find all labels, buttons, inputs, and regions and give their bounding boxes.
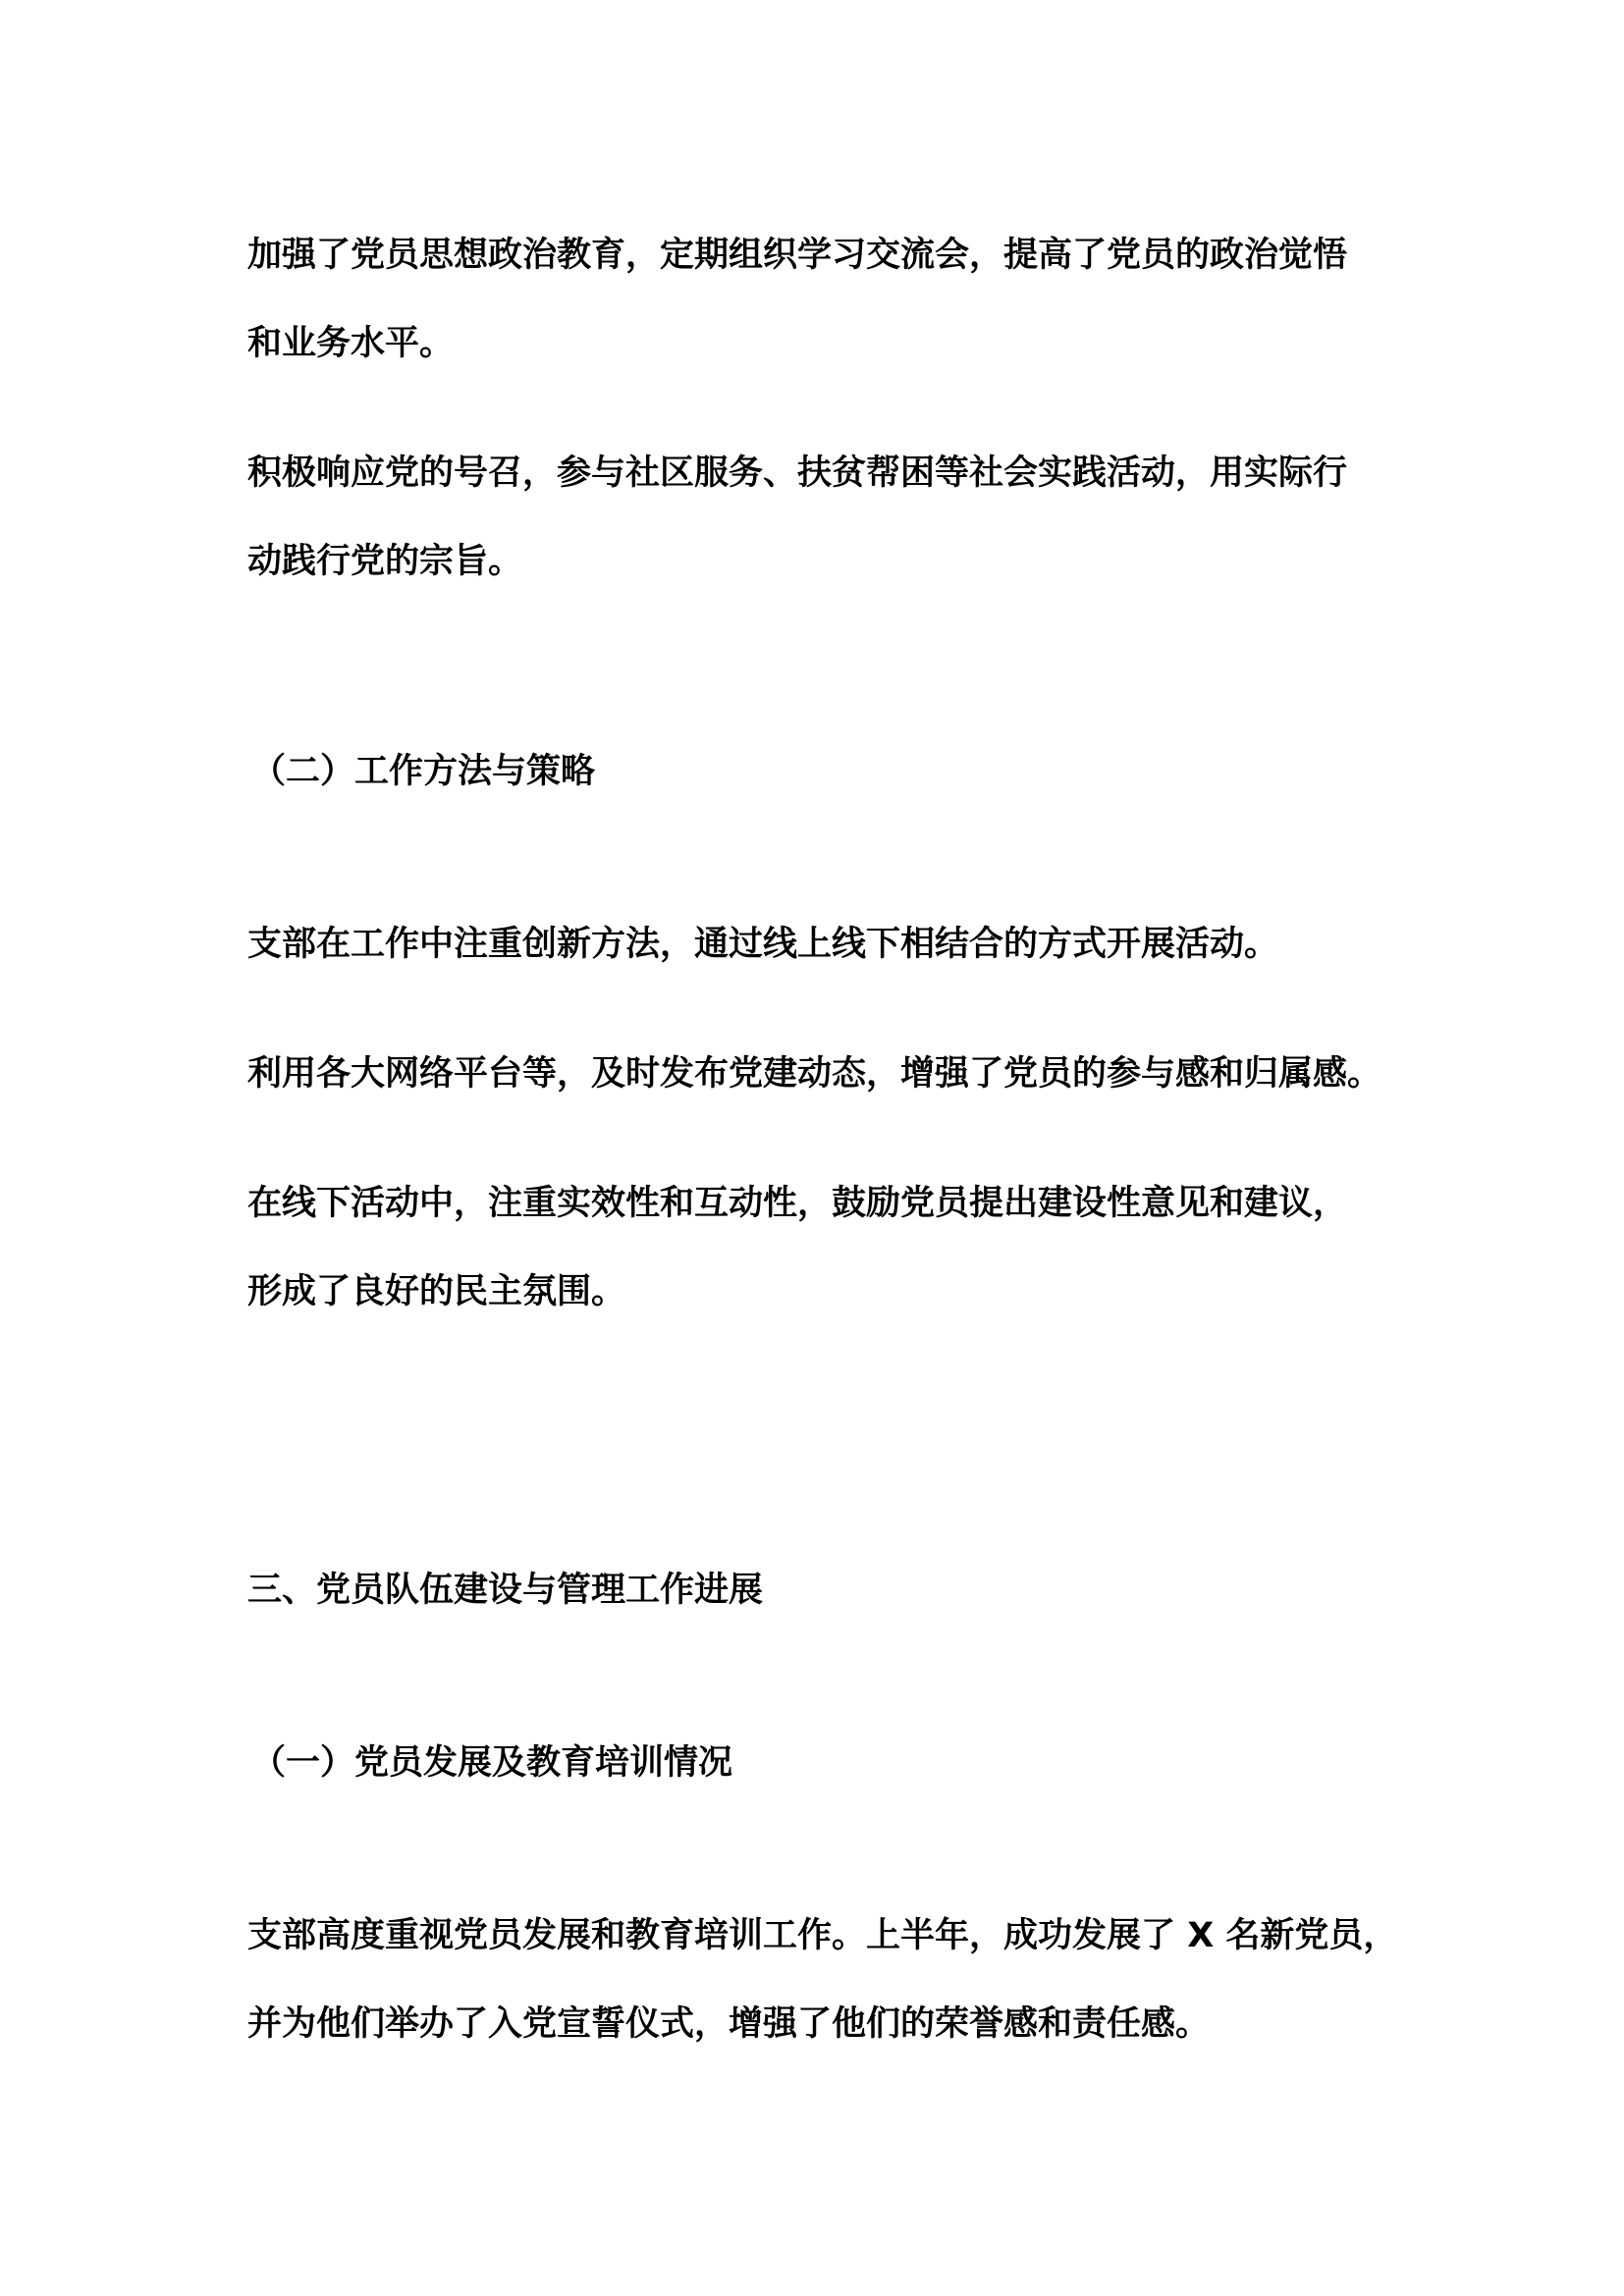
- paragraph-line: 在线下活动中，注重实效性和互动性，鼓励党员提出建设性意见和建议，: [247, 1184, 1348, 1223]
- paragraph-line: 积极响应党的号召，参与社区服务、扶贫帮困等社会实践活动，用实际行: [247, 454, 1348, 493]
- section-heading: （一）党员发展及教育培训情况: [251, 1743, 733, 1783]
- paragraph-line: 动践行党的宗旨。: [247, 542, 523, 581]
- paragraph-line: 形成了良好的民主氛围。: [247, 1272, 626, 1311]
- chapter-heading: 三、党员队伍建设与管理工作进展: [247, 1571, 764, 1610]
- paragraph-line: 利用各大网络平台等，及时发布党建动态，增强了党员的参与感和归属感。: [247, 1054, 1382, 1094]
- paragraph-line: 支部高度重视党员发展和教育培训工作。上半年，成功发展了 X 名新党员，: [247, 1916, 1398, 1955]
- paragraph-line: 和业务水平。: [247, 324, 455, 363]
- paragraph-line: 加强了党员思想政治教育，定期组织学习交流会，提高了党员的政治觉悟: [247, 236, 1348, 275]
- paragraph-line: 并为他们举办了入党宣誓仪式，增强了他们的荣誉感和责任感。: [247, 2004, 1211, 2044]
- paragraph-line: 支部在工作中注重创新方法，通过线上线下相结合的方式开展活动。: [247, 925, 1279, 964]
- section-heading: （二）工作方法与策略: [251, 752, 596, 791]
